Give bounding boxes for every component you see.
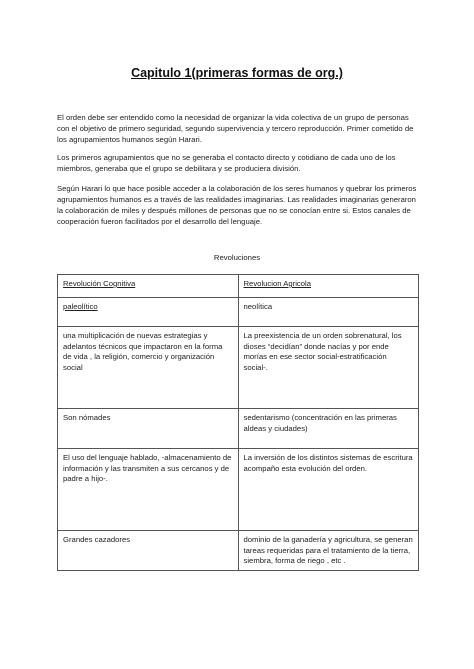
revolutions-table (57, 274, 419, 571)
table-row (58, 327, 419, 409)
table-header-row (58, 275, 419, 298)
table-row (58, 531, 419, 571)
page-title: Capitulo 1(primeras formas de org.) (131, 66, 343, 80)
paragraph-harari: Según Harari lo que hace posible acceder a la colaboración de los seres humanos y quebrar los primeros agrupamientos humanos es a través de las realidades imaginarias. Las realidades imaginarias generaron la colaboración de miles y después millones de personas que no se conocían entre si. Estos canales de cooperación fueron facilitados por el desarrollo del lenguaje. (57, 184, 417, 226)
table-row (58, 449, 419, 531)
table-cell: Grandes cazadores (58, 531, 239, 571)
table-row (58, 409, 419, 449)
paragraph-first-groups: Los primeros agrupamientos que no se generaba el contacto directo y cotidiano de cada uno de los miembros, generaba que el grupo se debilitara y se produciera división. (57, 153, 396, 173)
header-agricultural: Revolucion Agricola (238, 275, 419, 298)
header-cognitive: Revolución Cognitiva (58, 275, 239, 298)
table-cell: Son nómades (58, 409, 239, 449)
table-cell: La inversión de los distintos sistemas de escritura acompaño esta evolución del orden. (238, 449, 419, 531)
table-cell: neolítica (238, 298, 419, 327)
table-row (58, 298, 419, 327)
table-cell: El uso del lenguaje hablado, -almacenamiento de información y las transmiten a sus cercanos y de padre a hijo-. (58, 449, 239, 531)
table-cell: La preexistencia de un orden sobrenatural, los dioses “decidían” donde nacías y por ende morías en ese sector social-estratificación social-. (238, 327, 419, 409)
table-title: Revoluciones (213, 253, 261, 262)
table-cell: paleolítico (58, 298, 239, 327)
paragraph-order: El orden debe ser entendido como la necesidad de organizar la vida colectiva de un grupo de personas con el objetivo de primero seguridad, segundo supervivencia y tercero reproducción. Primer cometido de los agrupamientos humanos según Harari. (57, 113, 414, 144)
table-cell: una multiplicación de nuevas estrategias y adelantos técnicos que impactaron en la forma de vida , la religión, comercio y organización social (58, 327, 239, 409)
table-cell: sedentarismo (concentración en las primeras aldeas y ciudades) (238, 409, 419, 449)
table-cell: dominio de la ganadería y agricultura, se generan tareas requeridas para el tratamiento de la tierra, siembra, forma de riego , etc . (238, 531, 419, 571)
